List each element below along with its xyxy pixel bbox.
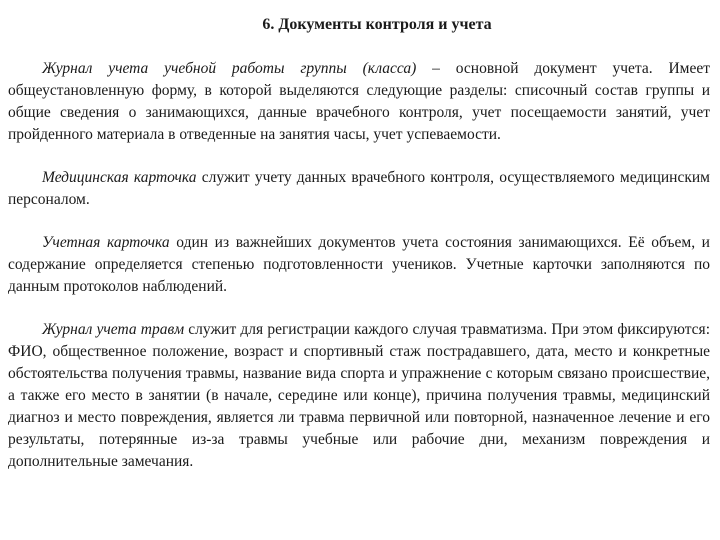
paragraph-class-journal (8, 58, 710, 146)
text-medical-card: служит учету данных врачебного контроля, осуществляемого медицинским персоналом. (8, 169, 710, 208)
text-class-journal: – основной документ учета. Имеет общеустановленную форму, в которой выделяются следующие разделы: списочный состав группы и общие сведения о занимающихся, данные врачебного контроля, учет посещаемости занятий, учет пройденного материала в отведенные на занятия часы, учет успеваемости. (8, 60, 710, 143)
text-record-card: один из важнейших документов учета состояния занимающихся. Её объем, и содержание определяется степенью подготовленности учеников. Учетные карточки заполняются по данным протоколов наблюдений. (8, 234, 710, 295)
paragraph-record-card (8, 232, 710, 298)
term-injury-journal: Журнал учета травм (42, 321, 185, 338)
term-record-card: Учетная карточка (42, 234, 170, 251)
term-medical-card: Медицинская карточка (42, 169, 197, 186)
text-injury-journal: служит для регистрации каждого случая травматизма. При этом фиксируются: ФИО, общественное положение, возраст и спортивный стаж пострадавшего, дата, место и конкретные обстоятельства получения травмы, название вида спорта и упражнение с которым связано происшествие, а также его место в занятии (в начале, середине или конце), причина получения травмы, медицинский диагноз и место повреждения, является ли травма первичной или повторной, назначенное лечение и его результаты, потерянные из-за травмы учебные или рабочие дни, механизм повреждения и дополнительные замечания. (8, 321, 710, 470)
term-class-journal: Журнал учета учебной работы группы (класса) (42, 60, 417, 77)
section-title: 6. Документы контроля и учета (262, 16, 492, 33)
paragraph-injury-journal (8, 319, 710, 473)
paragraph-medical-card (8, 167, 710, 211)
